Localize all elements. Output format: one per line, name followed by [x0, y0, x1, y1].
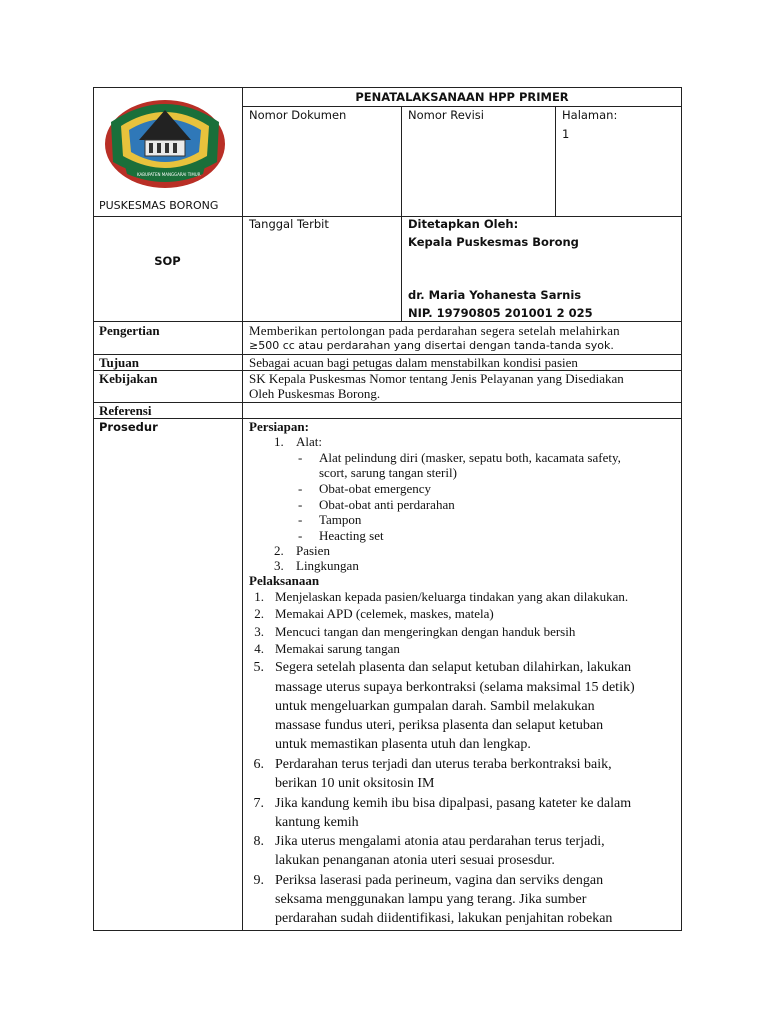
alat-item: Obat-obat anti perdarahan	[319, 497, 455, 512]
pelaksanaan-heading: Pelaksanaan	[249, 573, 320, 588]
pengertian-label: Pengertian	[99, 323, 160, 338]
persiapan-number: 3.	[274, 558, 284, 573]
step-number: 2.	[254, 606, 264, 621]
step-number: 9.	[253, 873, 264, 888]
bullet-dash: -	[298, 512, 303, 527]
ditetapkan-jabatan: Kepala Puskesmas Borong	[408, 235, 579, 249]
signatory-nip: NIP. 19790805 201001 2 025	[408, 306, 593, 320]
alat-item: Heacting set	[319, 528, 384, 543]
persiapan-heading: Persiapan:	[249, 419, 309, 434]
step-text: Mencuci tangan dan mengeringkan dengan handuk bersih	[275, 624, 576, 639]
tujuan-label: Tujuan	[99, 355, 139, 370]
kebijakan-text-line: SK Kepala Puskesmas Nomor tentang Jenis Pelayanan yang Disediakan	[249, 371, 624, 386]
step-number: 6.	[253, 757, 264, 772]
persiapan-number: 2.	[274, 543, 284, 558]
step-text: untuk memastikan plasenta utuh dan lengkap.	[275, 737, 531, 752]
step-text: Jika uterus mengalami atonia atau perdarahan terus terjadi,	[275, 834, 605, 849]
org-name: PUSKESMAS BORONG	[99, 199, 219, 212]
bullet-dash: -	[298, 481, 303, 496]
bullet-dash: -	[298, 528, 303, 543]
halaman-value: 1	[562, 127, 570, 141]
nomor-dokumen-label: Nomor Dokumen	[249, 108, 347, 122]
step-number: 1.	[254, 589, 264, 604]
bullet-dash: -	[298, 497, 303, 512]
step-number: 5.	[253, 660, 264, 675]
step-number: 8.	[253, 834, 264, 849]
step-text: kantung kemih	[275, 815, 359, 830]
pengertian-text-line: Memberikan pertolongan pada perdarahan segera setelah melahirkan	[249, 323, 620, 338]
step-text: Memakai APD (celemek, maskes, matela)	[275, 606, 494, 621]
sop-label: SOP	[154, 254, 181, 268]
pengertian-text-line: ≥500 cc atau perdarahan yang disertai dengan tanda-tanda syok.	[249, 339, 614, 352]
step-text: seksama menggunakan lampu yang terang. Jika sumber	[275, 892, 587, 907]
alat-label: Alat:	[296, 434, 322, 449]
document-title: PENATALAKSANAAN HPP PRIMER	[355, 90, 569, 104]
halaman-label: Halaman:	[562, 108, 618, 122]
kebijakan-text-line: Oleh Puskesmas Borong.	[249, 386, 381, 401]
nomor-revisi-label: Nomor Revisi	[408, 108, 484, 122]
step-text: massase fundus uteri, periksa plasenta dan selaput ketuban	[275, 718, 604, 733]
pasien-label: Pasien	[296, 543, 330, 558]
row-divider	[93, 402, 682, 403]
step-text: Periksa laserasi pada perineum, vagina dan serviks dengan	[275, 873, 604, 888]
step-number: 4.	[254, 641, 264, 656]
step-text: Jika kandung kemih ibu bisa dipalpasi, pasang kateter ke dalam	[275, 796, 632, 811]
tanggal-terbit-label: Tanggal Terbit	[249, 217, 329, 231]
step-text: untuk mengeluarkan gumpalan darah. Sambil melakukan	[275, 699, 595, 714]
puskesmas-logo	[99, 92, 233, 192]
kebijakan-label: Kebijakan	[99, 371, 158, 386]
header-col-divider	[555, 106, 556, 216]
step-text: perdarahan sudah diidentifikasi, lakukan penjahitan robekan	[275, 911, 613, 926]
row-divider	[242, 106, 682, 107]
header-col-divider	[401, 106, 402, 321]
alat-item: Alat pelindung diri (masker, sepatu both, kacamata safety,	[319, 450, 621, 465]
step-text: Menjelaskan kepada pasien/keluarga tindakan yang akan dilakukan.	[275, 589, 629, 604]
row-divider	[93, 418, 682, 419]
row-divider	[93, 216, 682, 217]
alat-item: Obat-obat emergency	[319, 481, 432, 496]
lingkungan-label: Lingkungan	[296, 558, 359, 573]
prosedur-label: Prosedur	[99, 420, 158, 434]
logo-caption: KABUPATEN MANGGARAI TIMUR	[137, 172, 201, 177]
step-text: lakukan penanganan atonia uteri sesuai prosesdur.	[275, 853, 555, 868]
step-number: 3.	[254, 624, 264, 639]
alat-item: scort, sarung tangan steril)	[319, 465, 457, 480]
step-text: berikan 10 unit oksitosin IM	[275, 776, 435, 791]
signatory-name: dr. Maria Yohanesta Sarnis	[408, 288, 582, 302]
row-divider	[93, 321, 682, 322]
step-number: 7.	[253, 796, 264, 811]
ditetapkan-label: Ditetapkan Oleh:	[408, 217, 519, 231]
referensi-label: Referensi	[99, 403, 152, 418]
persiapan-number: 1.	[274, 434, 284, 449]
step-text: Perdarahan terus terjadi dan uterus teraba berkontraksi baik,	[275, 757, 612, 772]
step-text: massage uterus supaya berkontraksi (selama maksimal 15 detik)	[275, 680, 635, 695]
tujuan-text: Sebagai acuan bagi petugas dalam menstabilkan kondisi pasien	[249, 355, 578, 370]
bullet-dash: -	[298, 450, 303, 465]
step-text: Segera setelah plasenta dan selaput ketuban dilahirkan, lakukan	[275, 660, 632, 675]
alat-item: Tampon	[319, 512, 362, 527]
step-text: Memakai sarung tangan	[275, 641, 400, 656]
